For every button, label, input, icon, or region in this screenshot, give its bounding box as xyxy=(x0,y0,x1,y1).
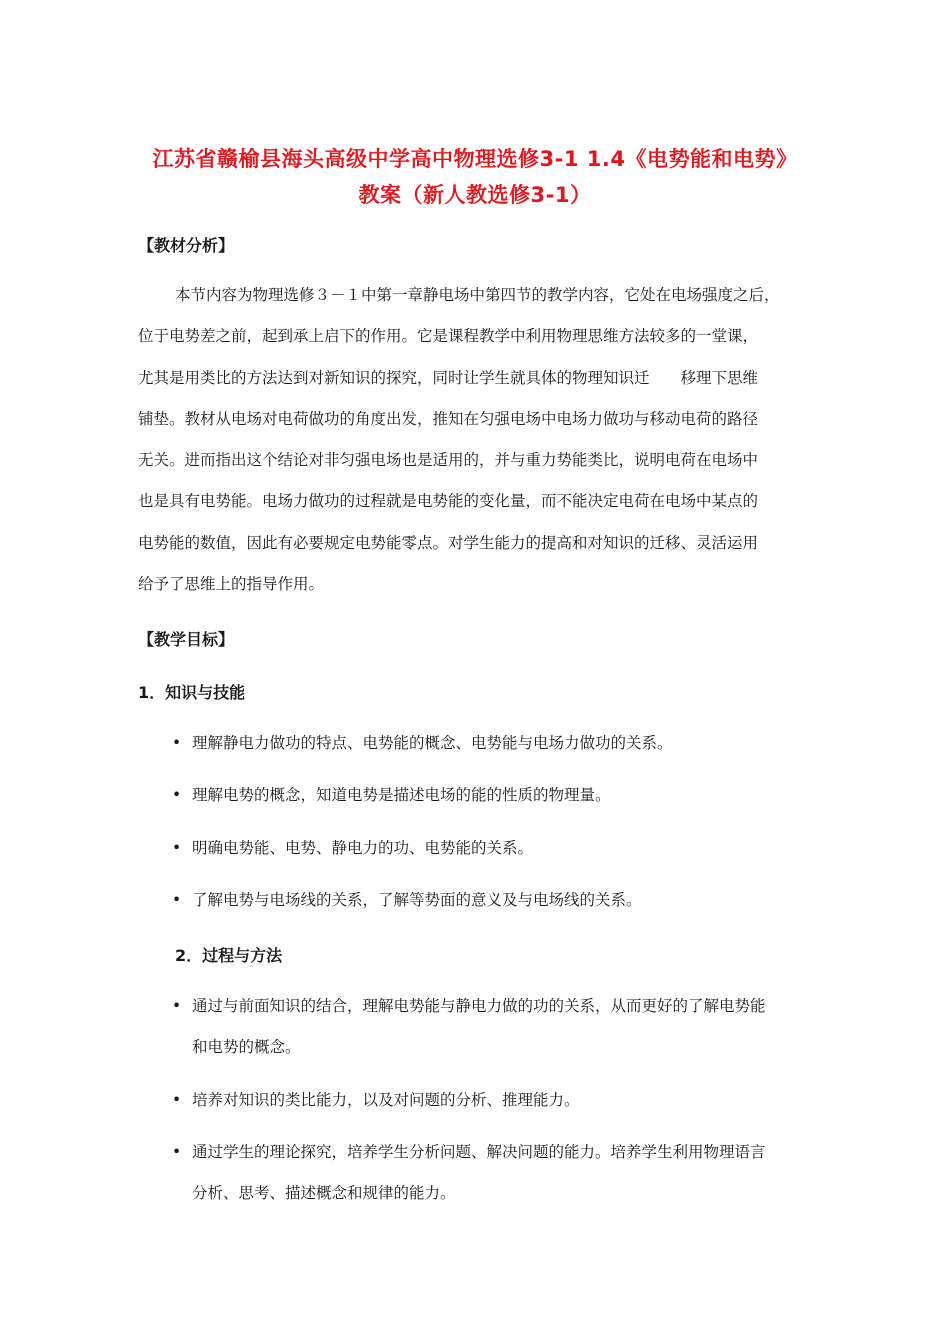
bullet-icon: • xyxy=(172,1143,182,1161)
section-heading-material-analysis: 【教材分析】 xyxy=(138,236,235,255)
list-item xyxy=(172,986,820,1068)
paragraph-line: 也是具有电势能。电场力做功的过程就是电势能的变化量，而不能决定电荷在电场中某点的 xyxy=(138,492,759,511)
list-item-text: 培养对知识的类比能力，以及对问题的分析、推理能力。 xyxy=(192,1091,580,1109)
list-item-text: 了解电势与电场线的关系，了解等势面的意义及与电场线的关系。 xyxy=(192,891,642,909)
paragraph-line: 铺垫。教材从电场对电荷做功的角度出发，推知在匀强电场中电场力做功与移动电荷的路径 xyxy=(138,409,759,428)
bullet-icon: • xyxy=(172,1091,182,1109)
list-item-text: 通过学生的理论探究，培养学生分析问题、解决问题的能力。培养学生利用物理语言 xyxy=(192,1143,766,1161)
list-item xyxy=(172,775,820,816)
list-item xyxy=(172,828,820,869)
section-heading-teaching-objectives: 【教学目标】 xyxy=(138,630,235,649)
bullet-icon: • xyxy=(172,786,182,804)
paragraph-line: 本节内容为物理选修３－１中第一章静电场中第四节的教学内容，它处在电场强度之后， xyxy=(175,286,780,304)
bullet-icon: • xyxy=(172,839,182,857)
document-title-line1: 江苏省赣榆县海头高级中学高中物理选修3-1 1.4《电势能和电势》 xyxy=(152,147,798,171)
subsection-heading-process-methods: 2．过程与方法 xyxy=(175,946,283,965)
list-item xyxy=(172,1132,820,1214)
paragraph-line: 位于电势差之前，起到承上启下的作用。它是课程教学中利用物理思维方法较多的一堂课， xyxy=(138,327,759,346)
list-item-text: 通过与前面知识的结合，理解电势能与静电力做的功的关系，从而更好的了解电势能 xyxy=(192,997,766,1015)
list-item xyxy=(172,723,820,764)
list-item xyxy=(172,1080,820,1121)
bullet-icon: • xyxy=(172,997,182,1015)
paragraph-line: 给予了思维上的指导作用。 xyxy=(138,575,325,594)
list-item-text: 明确电势能、电势、静电力的功、电势能的关系。 xyxy=(192,839,534,857)
bullet-icon: • xyxy=(172,891,182,909)
material-analysis-paragraph xyxy=(138,275,818,605)
list-item-text: 理解静电力做功的特点、电势能的概念、电势能与电场力做功的关系。 xyxy=(192,734,673,752)
document-title-line2: 教案（新人教选修3-1） xyxy=(358,183,592,207)
bullet-icon: • xyxy=(172,734,182,752)
paragraph-line: 电势能的数值，因此有必要规定电势能零点。对学生能力的提高和对知识的迁移、灵活运用 xyxy=(138,533,759,552)
list-item xyxy=(172,880,820,921)
list-item-text: 和电势的概念。 xyxy=(192,1038,301,1056)
list-item-text: 分析、思考、描述概念和规律的能力。 xyxy=(192,1184,456,1202)
subsection-heading-knowledge-skills: 1．知识与技能 xyxy=(138,683,246,702)
list-item-text: 理解电势的概念，知道电势是描述电场的能的性质的物理量。 xyxy=(192,786,611,804)
paragraph-line: 无关。进而指出这个结论对非匀强电场也是适用的，并与重力势能类比，说明电荷在电场中 xyxy=(138,451,759,470)
paragraph-line: 尤其是用类比的方法达到对新知识的探究，同时让学生就具体的物理知识迁 移理下思维 xyxy=(138,368,759,387)
